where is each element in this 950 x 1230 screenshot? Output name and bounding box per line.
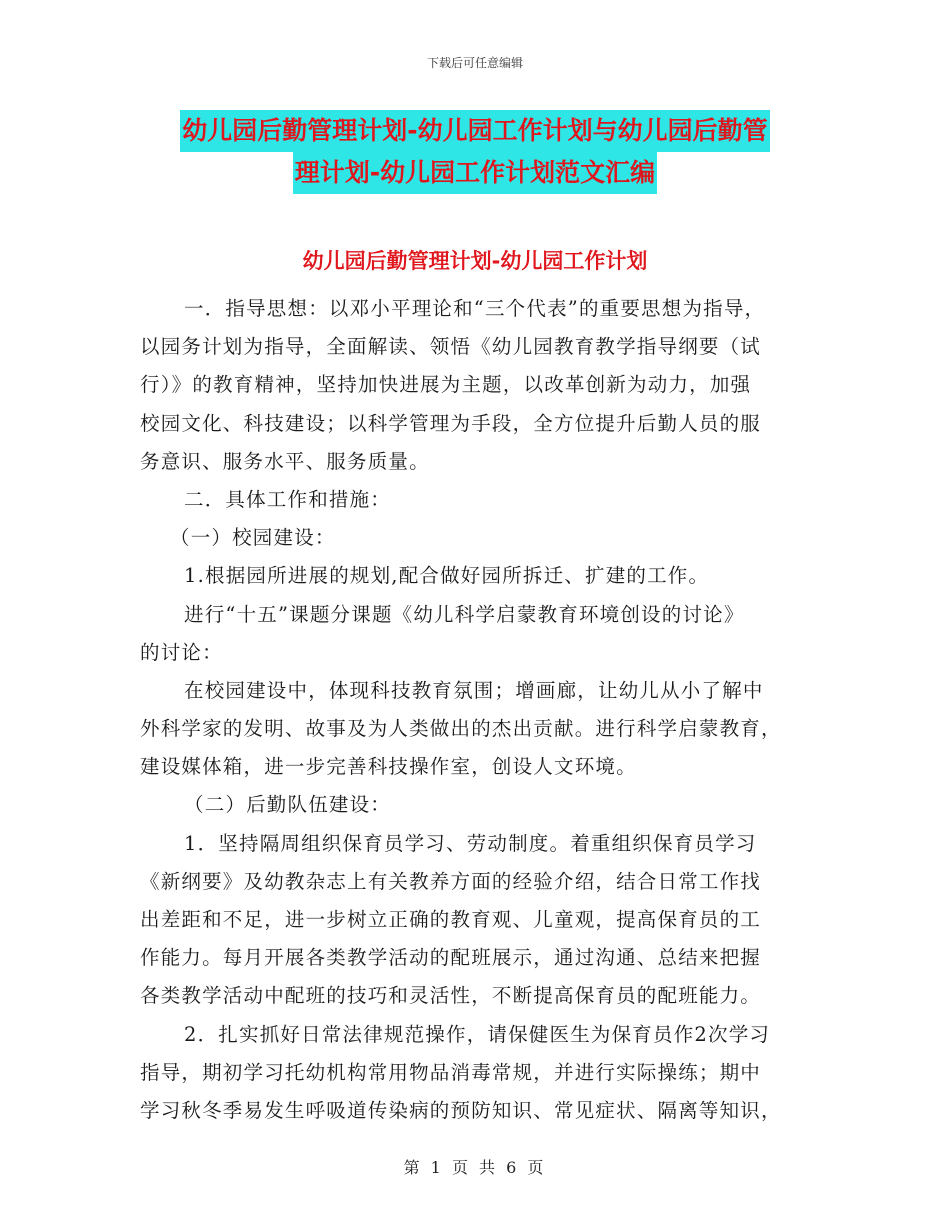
subheading-line: （一）校园建设： <box>170 526 336 550</box>
paragraph-line: 建设媒体箱，进一步完善科技操作室，创设人文环境。 <box>140 755 637 779</box>
paragraph-line: 进行“十五”课题分课题《幼儿科学启蒙教育环境创设的讨论》 <box>184 602 745 626</box>
paragraph-line: 作能力。每月开展各类教学活动的配班展示，通过沟通、总结来把握 <box>140 946 762 970</box>
paragraph-line: 指导，期初学习托幼机构常用物品消毒常规，并进行实际操练；期中 <box>140 1060 762 1084</box>
document-title-line-1: 幼儿园后勤管理计划-幼儿园工作计划与幼儿园后勤管 <box>180 110 769 152</box>
section-title: 幼儿园后勤管理计划-幼儿园工作计划 <box>302 249 648 273</box>
document-body <box>140 290 810 1130</box>
paragraph-line: 的讨论： <box>140 640 223 664</box>
subheading-line: （二）后勤队伍建设： <box>184 793 392 817</box>
paragraph-line: 2．扎实抓好日常法律规范操作，请保健医生为保育员作2次学习 <box>184 1022 771 1046</box>
paragraph-line: 1.根据园所进展的规划,配合做好园所拆迁、扩建的工作。 <box>184 564 710 588</box>
paragraph-line: 1．坚持隔周组织保育员学习、劳动制度。着重组织保育员学习 <box>184 831 757 855</box>
paragraph-line: 行）》的教育精神，坚持加快进展为主题，以改革创新为动力，加强 <box>140 373 752 397</box>
paragraph-line: 出差距和不足，进一步树立正确的教育观、儿童观，提高保育员的工 <box>140 908 762 931</box>
header-note: 下载后可任意编辑 <box>426 56 523 70</box>
document-title <box>0 110 950 194</box>
paragraph-line: 一．指导思想：以邓小平理论和“三个代表”的重要思想为指导， <box>184 297 766 320</box>
paragraph-line: 各类教学活动中配班的技巧和灵活性，不断提高保育员的配班能力。 <box>140 984 762 1008</box>
page-footer: 第 1 页 共 6 页 <box>403 1158 547 1177</box>
paragraph-line: 在校园建设中，体现科技教育氛围；增画廊，让幼儿从小了解中 <box>184 678 764 702</box>
paragraph-line: 以园务计划为指导，全面解读、领悟《幼儿园教育教学指导纲要（试 <box>140 335 762 359</box>
paragraph-line: 务意识、服务水平、服务质量。 <box>140 449 430 473</box>
document-title-line-2: 理计划-幼儿园工作计划范文汇编 <box>293 152 657 194</box>
paragraph-line: 学习秋冬季易发生呼吸道传染病的预防知识、常见症状、隔离等知识， <box>140 1098 782 1122</box>
paragraph-line: 外科学家的发明、故事及为人类做出的杰出贡献。进行科学启蒙教育， <box>140 717 782 741</box>
heading-line: 二．具体工作和措施： <box>184 487 392 511</box>
paragraph-line: 《新纲要》及幼教杂志上有关教养方面的经验介绍，结合日常工作找 <box>140 869 762 893</box>
paragraph-line: 校园文化、科技建设；以科学管理为手段，全方位提升后勤人员的服 <box>140 411 762 435</box>
